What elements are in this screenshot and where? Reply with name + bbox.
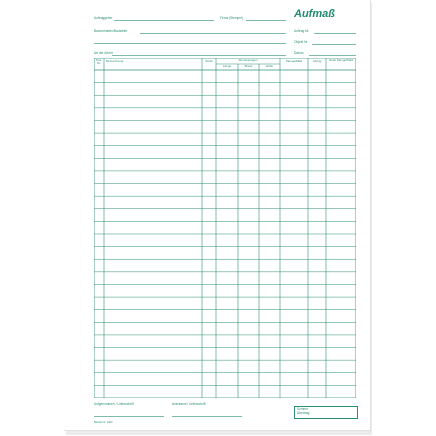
form-title: Aufmaß (294, 8, 335, 20)
label-anerkannt: Anerkannt / Unterschrift (172, 402, 206, 406)
col-header-stueck: Stück (205, 59, 213, 63)
col-header-laenge: Länge (222, 64, 232, 68)
col-header-netto: Netto Menge/Maß (328, 58, 353, 62)
field-line-firma[interactable] (246, 20, 286, 21)
signature-line-anerkannt[interactable] (172, 416, 242, 417)
table-grid-lines (94, 58, 356, 398)
col-header-hoehe: Höhe (265, 64, 274, 68)
label-art-der-arbeit: Art der Arbeit (94, 51, 113, 55)
label-firma: Firma (Stempel) (220, 16, 243, 20)
col-header-menge: Menge/Maß (285, 59, 302, 63)
col-header-abzug: Abzug (312, 59, 322, 63)
field-line-datum[interactable] (309, 55, 356, 56)
label-auftraggeber: Auftraggeber (94, 16, 113, 20)
field-line-bauvorhaben-2[interactable] (94, 43, 286, 44)
col-header-abmessungen: Abmessungen (238, 58, 258, 62)
label-datum: Datum (294, 51, 304, 55)
signature-line-aufgenommen[interactable] (94, 416, 164, 417)
measurement-table (94, 58, 356, 398)
label-bauvorhaben: Bauvorhaben/Baustelle (94, 29, 127, 33)
field-line-art-der-arbeit[interactable] (112, 55, 286, 56)
col-header-breite: Breite (244, 64, 253, 68)
imprint-text: Bestell-Nr. 1403 (94, 421, 113, 424)
field-line-auftrag-nr[interactable] (314, 33, 356, 34)
label-summe: Summe Übertrag (297, 407, 310, 415)
label-auftrag-nr: Auftrag Nr. (294, 29, 310, 33)
sum-carryover-box[interactable] (294, 406, 358, 419)
field-line-auftraggeber[interactable] (114, 20, 214, 21)
field-line-bauvorhaben[interactable] (140, 33, 286, 34)
label-aufgenommen: Aufgenommen / Unterschrift (94, 402, 134, 406)
measurement-form-sheet (64, 0, 371, 431)
col-header-bezeichnung: Bezeichnung (106, 59, 124, 63)
col-header-pos: Pos. Nr. (95, 58, 102, 66)
field-line-objekt-nr[interactable] (312, 44, 356, 45)
label-objekt-nr: Objekt Nr. (294, 40, 309, 44)
